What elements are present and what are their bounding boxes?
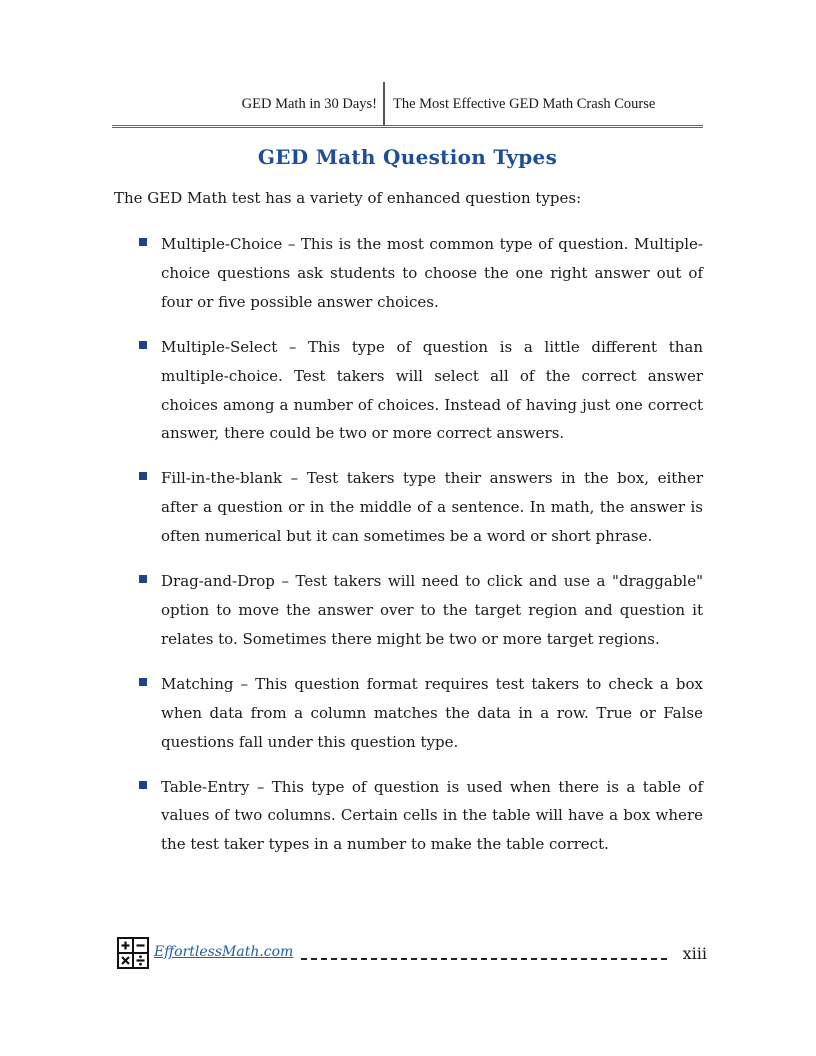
list-item bbox=[112, 464, 703, 551]
list-item-text: Table-Entry – This type of question is used when there is a table of values of two columns. Certain cells in the table will have a box where the test taker types in a number to make the table correct. bbox=[161, 777, 703, 854]
website-link[interactable]: EffortlessMath.com bbox=[154, 944, 294, 960]
list-item bbox=[112, 773, 703, 860]
page-title: GED Math Question Types bbox=[257, 145, 558, 169]
running-header bbox=[112, 82, 703, 127]
header-divider bbox=[383, 82, 385, 125]
list-item-text: Fill-in-the-blank – Test takers type their answers in the box, either after a question or in the middle of a sentence. In math, the answer is often numerical but it can sometimes be a word or short phrase. bbox=[161, 469, 703, 546]
list-item-text: Matching – This question format requires test takers to check a box when data from a column matches the data in a row. True or False questions fall under this question type. bbox=[161, 674, 703, 751]
question-type-list bbox=[112, 230, 703, 875]
list-item bbox=[112, 670, 703, 757]
page-number: xiii bbox=[682, 944, 707, 963]
list-item bbox=[112, 567, 703, 654]
bullet-square-icon bbox=[139, 781, 147, 789]
header-subtitle: The Most Effective GED Math Crash Course bbox=[393, 96, 656, 112]
header-rule bbox=[112, 125, 703, 128]
list-item-text: Drag-and-Drop – Test takers will need to click and use a "draggable" option to move the answer over to the target region and question it relates to. Sometimes there might be two or more target regions. bbox=[161, 572, 703, 648]
list-item-text: Multiple-Choice – This is the most common type of question. Multiple-choice questions ask students to choose the one right answer out of four or five possible answer choices. bbox=[161, 235, 703, 311]
bullet-square-icon bbox=[139, 678, 147, 686]
list-item-text: Multiple-Select – This type of question is a little different than multiple-choice. Test takers will select all of the correct answer choices among a number of choices. Instead of having just one correct answer, there could be two or more correct answers. bbox=[161, 337, 703, 443]
list-item bbox=[112, 333, 703, 449]
footer-dotted-leader bbox=[301, 958, 667, 960]
math-operators-icon bbox=[117, 937, 149, 969]
bullet-square-icon bbox=[139, 575, 147, 583]
list-item bbox=[112, 230, 703, 317]
bullet-square-icon bbox=[139, 341, 147, 349]
bullet-square-icon bbox=[139, 472, 147, 480]
intro-text: The GED Math test has a variety of enhanced question types: bbox=[114, 189, 582, 207]
bullet-square-icon bbox=[139, 238, 147, 246]
header-book-title: GED Math in 30 Days! bbox=[241, 96, 377, 112]
